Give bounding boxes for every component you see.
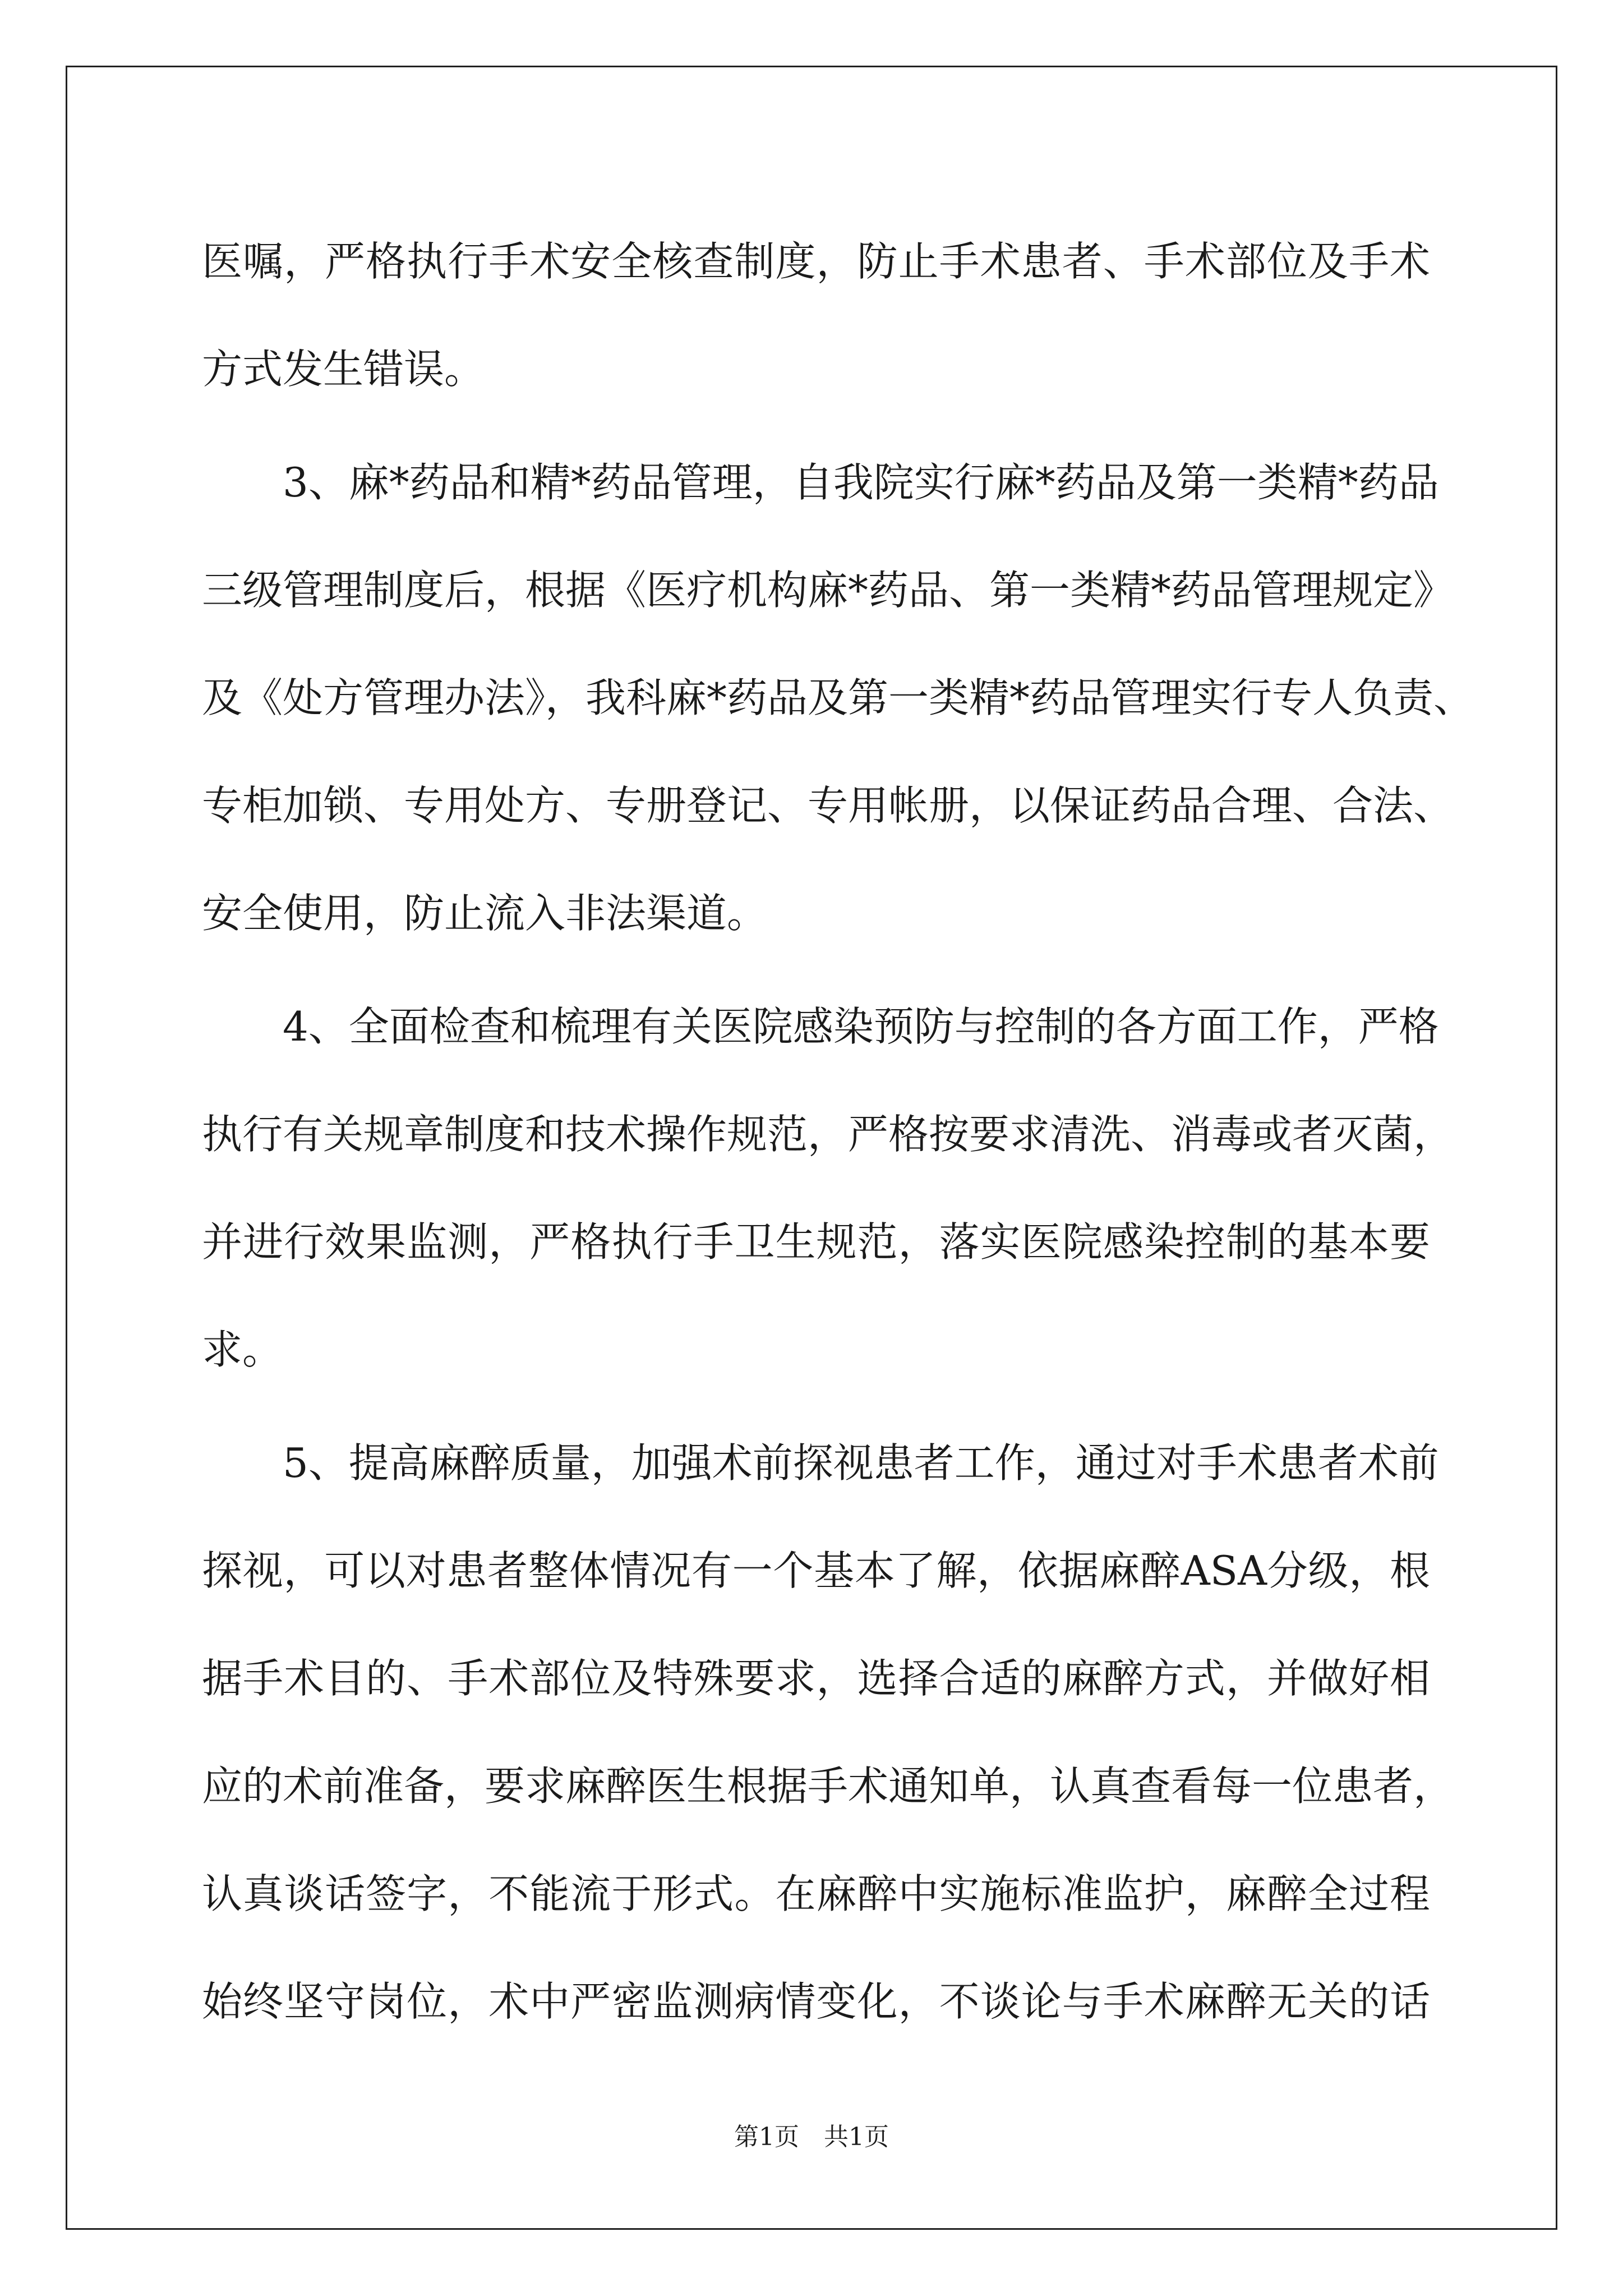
text-line: 应的术前准备，要求麻醉医生根据手术通知单，认真查看每一位患者， [202, 1763, 1454, 1810]
text-line: 安全使用，防止流入非法渠道。 [202, 890, 768, 937]
text-line: 4、全面检查和梳理有关医院感染预防与控制的各方面工作，严格 [283, 1003, 1439, 1050]
text-line: 方式发生错误。 [202, 346, 485, 393]
text-line: 三级管理制度后，根据《医疗机构麻*药品、第一类精*药品管理规定》 [202, 567, 1454, 614]
text-line: 专柜加锁、专用处方、专册登记、专用帐册，以保证药品合理、合法、 [202, 782, 1454, 829]
text-line: 认真谈话签字，不能流于形式。在麻醉中实施标准监护，麻醉全过程 [202, 1870, 1430, 1917]
text-line: 据手术目的、手术部位及特殊要求，选择合适的麻醉方式，并做好相 [202, 1655, 1430, 1702]
text-line: 执行有关规章制度和技术操作规范，严格按要求清洗、消毒或者灭菌， [202, 1111, 1454, 1158]
text-line: 3、麻*药品和精*药品管理，自我院实行麻*药品及第一类精*药品 [283, 459, 1439, 506]
text-line: 及《处方管理办法》，我科麻*药品及第一类精*药品管理实行专人负责、 [202, 674, 1474, 721]
text-line: 探视，可以对患者整体情况有一个基本了解，依据麻醉ASA分级，根 [202, 1547, 1430, 1594]
text-line: 始终坚守岗位，术中严密监测病情变化，不谈论与手术麻醉无关的话 [202, 1978, 1430, 2025]
text-line: 5、提高麻醉质量，加强术前探视患者工作，通过对手术患者术前 [283, 1439, 1439, 1487]
text-line: 医嘱，严格执行手术安全核查制度，防止手术患者、手术部位及手术 [202, 238, 1430, 285]
page-footer: 第1页 共1页 [734, 2123, 889, 2151]
text-line: 求。 [202, 1326, 283, 1373]
document-body [202, 208, 1474, 2055]
text-line: 并进行效果监测，严格执行手卫生规范，落实医院感染控制的基本要 [202, 1218, 1430, 1266]
